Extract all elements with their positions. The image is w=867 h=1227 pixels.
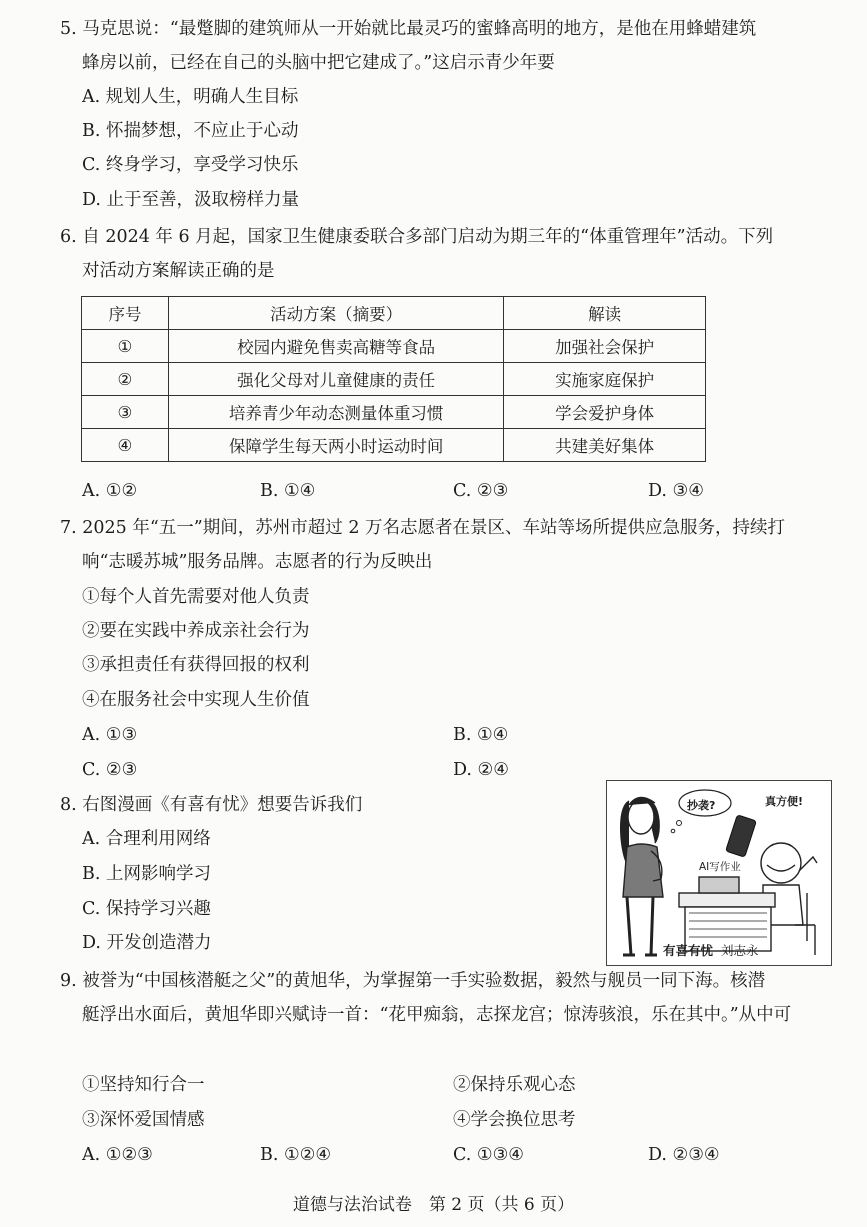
q9-statement-2: ②保持乐观心态: [453, 1075, 576, 1095]
q8-option-d: D. 开发创造潜力: [82, 933, 212, 953]
q9-statement-4: ④学会换位思考: [453, 1110, 576, 1130]
table-cell: 校园内避免售卖高糖等食品: [168, 330, 503, 363]
q9-statement-1: ①坚持知行合一: [82, 1075, 205, 1095]
table-cell: 实施家庭保护: [504, 363, 706, 396]
q6-option-a: A. ①②: [82, 481, 138, 501]
q7-statement-1: ①每个人首先需要对他人负责: [82, 587, 310, 607]
q7-option-d: D. ②④: [453, 760, 509, 780]
table-cell: 学会爱护身体: [504, 396, 706, 429]
table-cell: 强化父母对儿童健康的责任: [168, 363, 503, 396]
cartoon-author: 刘志永: [721, 943, 759, 958]
cartoon-caption: [663, 941, 759, 959]
q5-option-b: B. 怀揣梦想，不应止于心动: [82, 121, 299, 141]
q7-stem-line2: 响“志暖苏城”服务品牌。志愿者的行为反映出: [82, 552, 433, 572]
q7-option-a: A. ①③: [82, 725, 138, 745]
q9-statement-3: ③深怀爱国情感: [82, 1110, 205, 1130]
table-row: [82, 429, 706, 462]
q7-statement-4: ④在服务社会中实现人生价值: [82, 690, 310, 710]
q5-option-d: D. 止于至善，汲取榜样力量: [82, 190, 300, 210]
table-header-cell: 解读: [504, 297, 706, 330]
page-footer: 道德与法治试卷 第 2 页（共 6 页）: [292, 1195, 575, 1215]
q5-option-c: C. 终身学习，享受学习快乐: [82, 155, 299, 175]
table-header-row: [82, 297, 706, 330]
q8-stem: 8. 右图漫画《有喜有忧》想要告诉我们: [60, 795, 363, 815]
table-row: [82, 363, 706, 396]
q5-stem-line1: 5. 马克思说：“最蹩脚的建筑师从一开始就比最灵巧的蜜蜂高明的地方，是他在用蜂蜡建筑: [60, 19, 757, 39]
q5-option-a: A. 规划人生，明确人生目标: [82, 87, 299, 107]
bubble-right-text: 真方便!: [765, 795, 804, 808]
table-cell: ③: [82, 396, 169, 429]
q6-option-b: B. ①④: [260, 481, 316, 501]
table-header-cell: 活动方案（摘要）: [168, 297, 503, 330]
q7-statement-2: ②要在实践中养成亲社会行为: [82, 621, 310, 641]
cartoon-image: [606, 780, 832, 966]
activity-plan-table: [81, 296, 706, 462]
q9-stem-line2: 艇浮出水面后，黄旭华即兴赋诗一首：“花甲痴翁，志探龙宫；惊涛骇浪，乐在其中。”从中可: [82, 1005, 792, 1025]
table-row: [82, 396, 706, 429]
q6-stem-line2: 对活动方案解读正确的是: [82, 261, 275, 281]
bubble-left-text: 抄袭?: [687, 799, 716, 812]
table-cell: 保障学生每天两小时运动时间: [168, 429, 503, 462]
table-cell: 共建美好集体: [504, 429, 706, 462]
woman-figure: [621, 797, 663, 955]
q8-option-b: B. 上网影响学习: [82, 864, 211, 884]
desk: [679, 877, 775, 951]
table-cell: 培养青少年动态测量体重习惯: [168, 396, 503, 429]
table-header-cell: 序号: [82, 297, 169, 330]
q8-option-c: C. 保持学习兴趣: [82, 899, 211, 919]
device-label: AI写作业: [699, 861, 741, 873]
q9-option-c: C. ①③④: [453, 1145, 524, 1165]
q7-option-b: B. ①④: [453, 725, 509, 745]
phone-icon: [726, 815, 757, 857]
q6-option-d: D. ③④: [648, 481, 704, 501]
q7-stem-line1: 7. 2025 年“五一”期间，苏州市超过 2 万名志愿者在景区、车站等场所提供应急服务，持续打: [60, 518, 786, 538]
q9-stem-line1: 9. 被誉为“中国核潜艇之父”的黄旭华，为掌握第一手实验数据，毅然与舰员一同下海。核潜: [60, 971, 766, 991]
table-cell: 加强社会保护: [504, 330, 706, 363]
table-row: [82, 330, 706, 363]
q9-option-a: A. ①②③: [82, 1145, 153, 1165]
table-cell: ①: [82, 330, 169, 363]
q7-option-c: C. ②③: [82, 760, 138, 780]
q8-option-a: A. 合理利用网络: [82, 829, 211, 849]
q5-stem-line2: 蜂房以前，已经在自己的头脑中把它建成了。”这启示青少年要: [82, 53, 555, 73]
q7-statement-3: ③承担责任有获得回报的权利: [82, 655, 310, 675]
table-cell: ④: [82, 429, 169, 462]
cartoon-title: 有喜有忧: [663, 943, 714, 958]
q6-option-c: C. ②③: [453, 481, 509, 501]
q9-option-b: B. ①②④: [260, 1145, 332, 1165]
q6-stem-line1: 6. 自 2024 年 6 月起，国家卫生健康委联合多部门启动为期三年的“体重管理年”活动。下列: [60, 227, 774, 247]
q9-option-d: D. ②③④: [648, 1145, 720, 1165]
table-cell: ②: [82, 363, 169, 396]
